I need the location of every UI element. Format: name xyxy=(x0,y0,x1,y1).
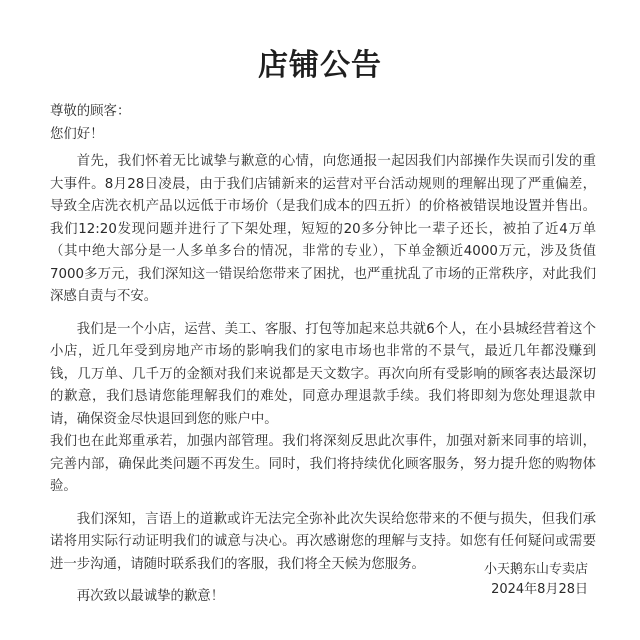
salutation: 尊敬的顾客： xyxy=(50,104,131,119)
paragraph-closing: 再次致以最诚挚的歉意！ xyxy=(76,589,225,604)
paragraph-small-store: 我们是一个小店，运营、美工、客服、打包等加起来总共就6个人，在小县城经营着这个小店，近几年受到房地产市场的影响我们的家电市场也非常的不景气，最近几年都没赚到钱，几万单、几千万的金额对我们来说都是天文数字。再次向所有受影响的顾客表达最深切的歉意，我们恳请您能理解我们的难处，同意办理退款手续。我们将即刻为您处理退款申请，确保资金尽快退回到您的账户中。 xyxy=(50,321,596,427)
page-title: 店铺公告 xyxy=(258,48,382,83)
announcement-body xyxy=(50,101,596,609)
signature-store-name: 小天鹅东山专卖店 xyxy=(483,562,588,577)
paragraph-apology: 我们深知，言语上的道歉或许无法完全弥补此次失误给您带来的不便与损失，但我们承诺将用实际行动证明我们的诚意与决心。再次感谢您的理解与支持。如您有任何疑问或需要进一步沟通，请随时联系我们的客服，我们将全天候为您服务。 xyxy=(50,511,596,572)
greeting: 您们好！ xyxy=(50,126,104,142)
paragraph-commitment: 我们也在此郑重承若，加强内部管理。我们将深刻反思此次事件，加强对新来同事的培训，完善内部，确保此类问题不再发生。同时，我们将持续优化顾客服务，努力提升您的购物体验。 xyxy=(50,434,596,494)
signature-date: 2024年8月28日 xyxy=(491,582,588,597)
signature-block xyxy=(484,560,588,600)
paragraph-incident: 首先，我们怀着无比诚挚与歉意的心情，向您通报一起因我们内部操作失误而引发的重大事件。8月28日凌晨，由于我们店铺新来的运营对平台活动规则的理解出现了严重偏差，导致全店洗衣机产品以远低于市场价（是我们成本的四五折）的价格被错误地设置并售出。我们12:20发现问题并进行了下架处理，短短的20多分钟比一辈子还长，被拍了近4万单（其中绝大部分是一人多单多台的情况，非常的专业），下单金额近4000万元，涉及货值7000多万元，我们深知这一错误给您带来了困扰，也严重扰乱了市场的正常秩序，对此我们深感自责与不安。 xyxy=(50,154,596,304)
